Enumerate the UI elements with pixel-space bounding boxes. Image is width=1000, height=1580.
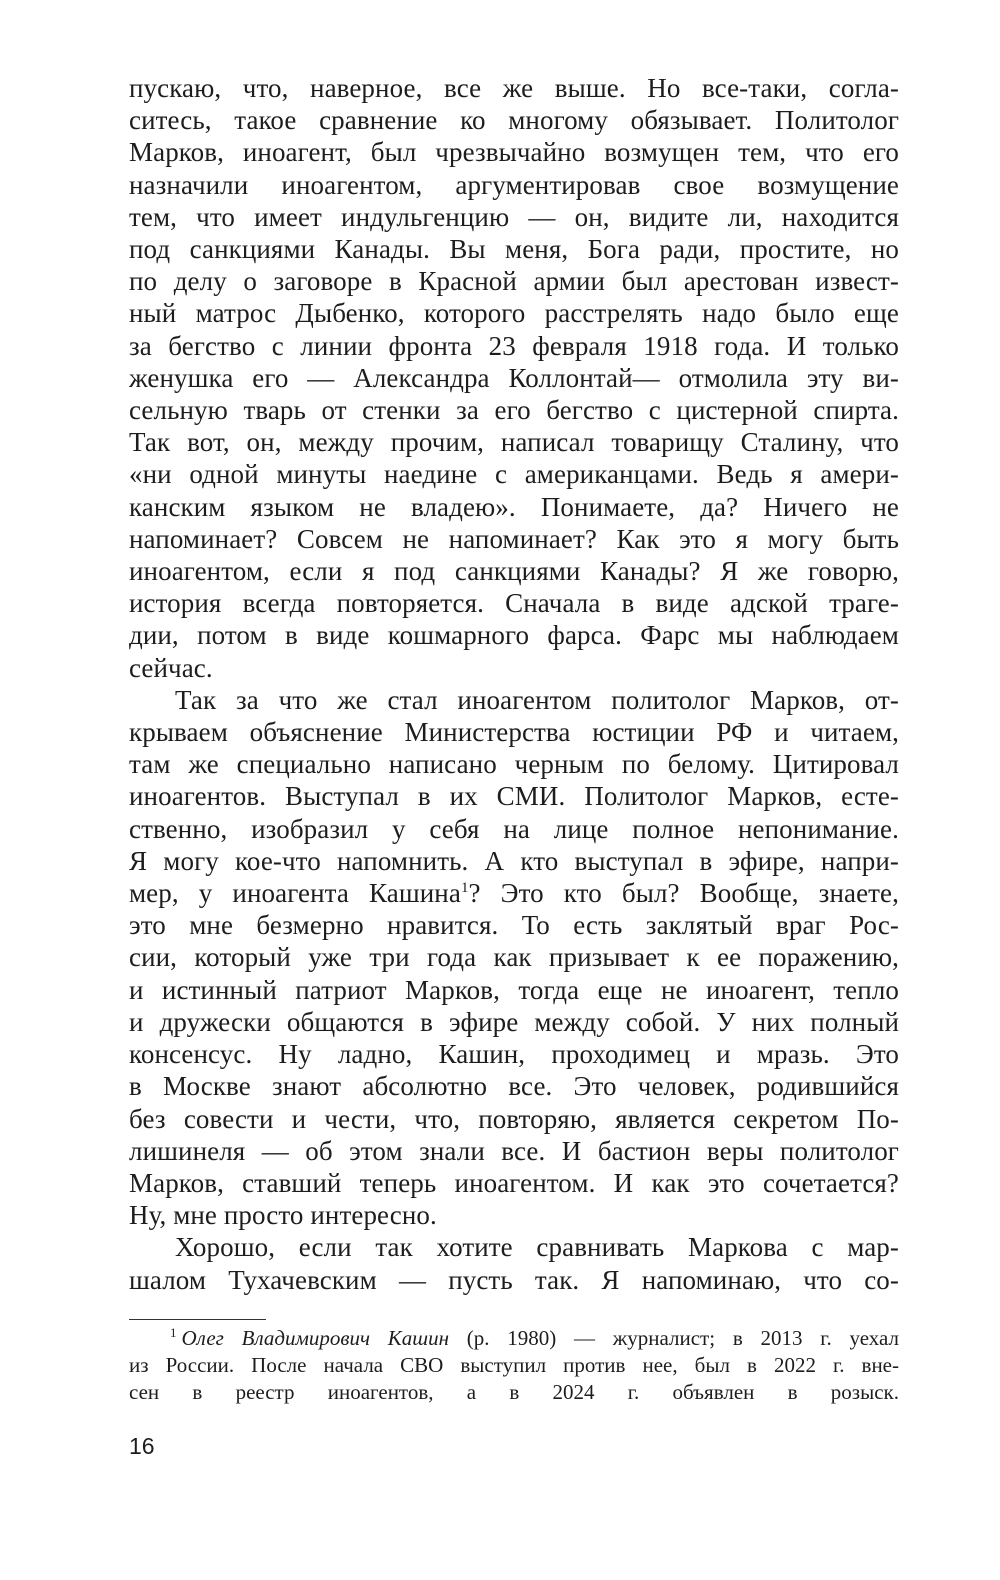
footnote-line: сен в реестр иноагентов, а в 2024 г. объявлен в розыск. xyxy=(129,1380,899,1404)
text-line: напоминает? Совсем не напоминает? Как это я могу быть xyxy=(129,523,899,554)
text-line: Я могу кое-что напомнить. А кто выступал в эфире, напри- xyxy=(129,845,899,876)
text-line: «ни одной минуты наедине с американцами. Ведь я амери- xyxy=(129,459,899,490)
text-line: и истинный патриот Марков, тогда еще не иноагент, тепло xyxy=(129,974,899,1005)
text-line: и дружески общаются в эфире между собой. У них полный xyxy=(129,1006,899,1037)
text-line: Так за что же стал иноагентом политолог Марков, от- xyxy=(175,684,899,715)
paragraph-1 xyxy=(129,72,899,684)
text-line: сельную тварь от стенки за его бегство с цистерной спирта. xyxy=(129,395,899,426)
text-line: Марков, ставший теперь иноагентом. И как это сочетается? xyxy=(129,1167,899,1198)
text-line: иноагентов. Выступал в их СМИ. Политолог Марков, есте- xyxy=(129,781,899,812)
text-line: по делу о заговоре в Красной армии был арестован извест- xyxy=(129,266,899,297)
text-line: без совести и чести, что, повторяю, является секретом По- xyxy=(129,1103,899,1134)
text-line: под санкциями Канады. Вы меня, Бога ради, простите, но xyxy=(129,234,899,265)
text-line: тем, что имеет индульгенцию — он, видите ли, находится xyxy=(129,201,899,232)
paragraph-2 xyxy=(129,684,899,1231)
text-line: шалом Тухачевским — пусть так. Я напоминаю, что со- xyxy=(129,1264,899,1295)
text-line: Ну, мне просто интересно. xyxy=(129,1200,437,1231)
paragraph-3 xyxy=(129,1231,899,1295)
page-number: 16 xyxy=(129,1433,155,1459)
text-line: канским языком не владею». Понимаете, да? Ничего не xyxy=(129,491,899,522)
footnote-reference: 1 xyxy=(460,880,469,897)
text-fragment: мер, у иноагента Кашина xyxy=(129,878,461,909)
text-line: дии, потом в виде кошмарного фарса. Фарс мы наблюдаем xyxy=(129,620,899,651)
footnote-line xyxy=(129,1325,899,1352)
text-line: назначили иноагентом, аргументировав свое возмущение xyxy=(129,169,899,200)
text-line: ный матрос Дыбенко, которого расстрелять надо было еще xyxy=(129,298,899,329)
text-line: лишинеля — об этом знали все. И бастион веры политолог xyxy=(129,1135,899,1166)
footnote-person-name: Олег Владимирович Кашин xyxy=(181,1326,449,1350)
text-line: иноагентом, если я под санкциями Канады? Я же говорю, xyxy=(129,556,899,587)
text-line: Хорошо, если так хотите сравнивать Маркова с мар- xyxy=(175,1232,899,1263)
text-line: сейчас. xyxy=(129,652,213,683)
text-line: там же специально написано черным по белому. Цитировал xyxy=(129,749,899,780)
text-line: крываем объяснение Министерства юстиции РФ и читаем, xyxy=(129,717,899,748)
footnote-marker: 1 xyxy=(170,1325,177,1340)
footnote-line: из России. После начала СВО выступил против нее, был в 2022 г. вне- xyxy=(129,1353,899,1377)
text-line: консенсус. Ну ладно, Кашин, проходимец и мразь. Это xyxy=(129,1039,899,1070)
text-line-with-footnote xyxy=(129,877,899,909)
text-line: Марков, иноагент, был чрезвычайно возмущен тем, что его xyxy=(129,137,899,168)
text-fragment: ? Это кто был? Вообще, знаете, xyxy=(468,878,899,909)
footnote xyxy=(129,1325,899,1406)
text-line: ситесь, такое сравнение ко многому обязывает. Политолог xyxy=(129,105,899,136)
text-line: история всегда повторяется. Сначала в виде адской траге- xyxy=(129,588,899,619)
text-line: женушка его — Александра Коллонтай— отмолила эту ви- xyxy=(129,362,899,393)
text-line: Так вот, он, между прочим, написал товарищу Сталину, что xyxy=(129,427,899,458)
text-line: сии, который уже три года как призывает к ее поражению, xyxy=(129,942,899,973)
text-line: ственно, изобразил у себя на лице полное непонимание. xyxy=(129,813,899,844)
text-line: пускаю, что, наверное, все же выше. Но все-таки, согла- xyxy=(129,73,899,103)
text-line: за бегство с линии фронта 23 февраля 1918 года. И только xyxy=(129,330,899,361)
text-line: в Москве знают абсолютно все. Это человек, родившийся xyxy=(129,1071,899,1102)
text-line: это мне безмерно нравится. То есть заклятый враг Рос- xyxy=(129,910,899,941)
footnote-text: (р. 1980) — журналист; в 2013 г. уехал xyxy=(449,1326,899,1350)
main-text xyxy=(129,72,899,1296)
footnote-divider xyxy=(129,1319,266,1320)
